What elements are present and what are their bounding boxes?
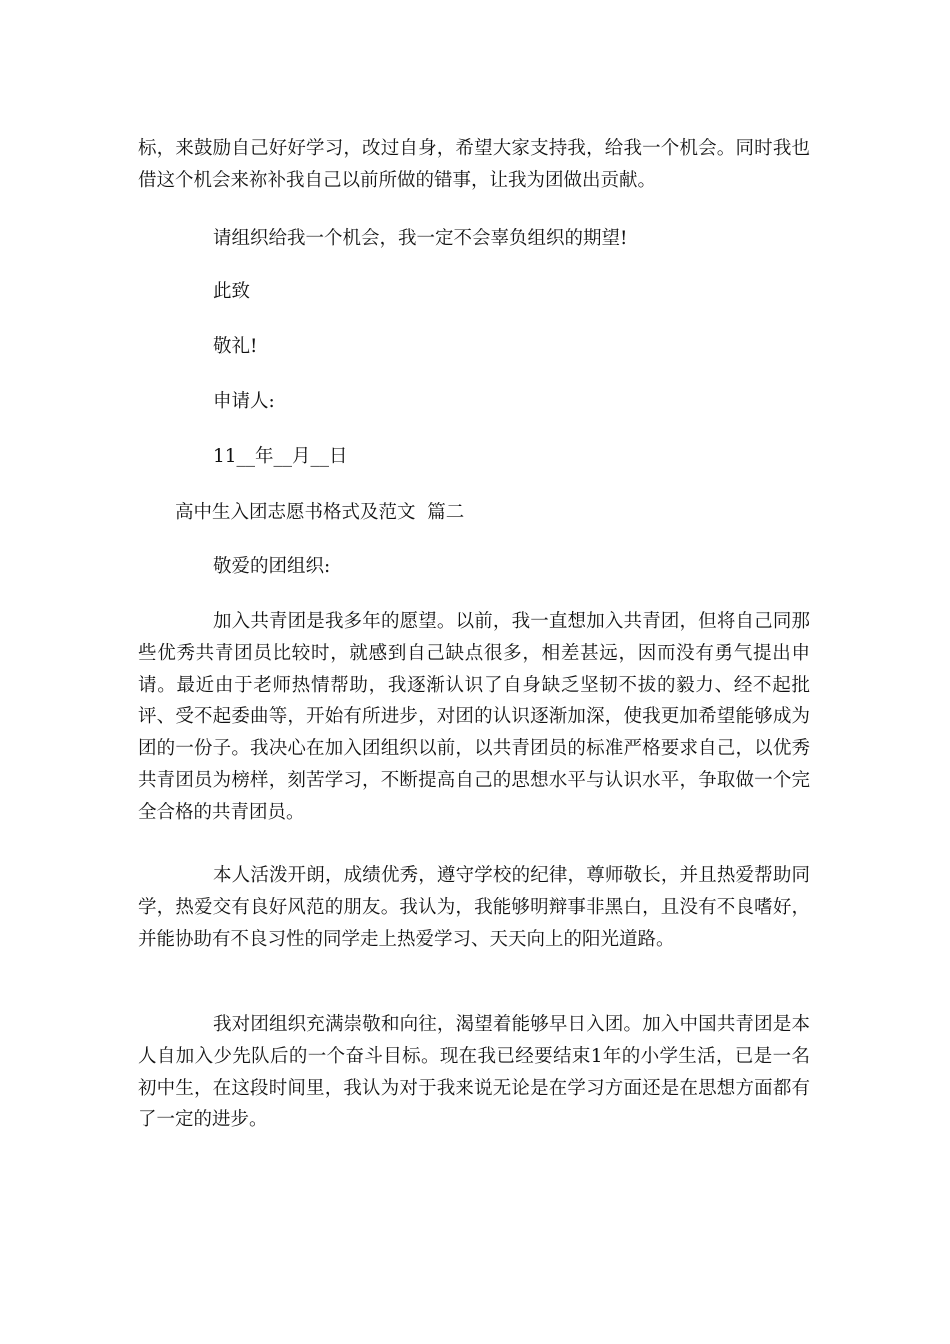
paragraph-continuation: 标，来鼓励自己好好学习，改过自身，希望大家支持我，给我一个机会。同时我也借这个机会来祢补我自己以前所做的错事，让我为团做出贡献。 [138,138,810,191]
closing-salutation: 此致 [213,281,251,302]
date-line: 11__年__月__日 [213,446,348,467]
paragraph-aspiration: 我对团组织充满崇敬和向往，渴望着能够早日入团。加入中国共青团是本人自加入少先队后的一个奋斗目标。现在我已经要结束1年的小学生活，已是一名初中生，在这段时间里，我认为对于我来说无论是在学习方面还是在思想方面都有了一定的进步。 [138,1014,810,1131]
paragraph-request: 请组织给我一个机会，我一定不会辜负组织的期望! [213,228,628,249]
paragraph-wish: 加入共青团是我多年的愿望。以前，我一直想加入共青团，但将自己同那些优秀共青团员比较时，就感到自己缺点很多，相差甚远，因而没有勇气提出申请。最近由于老师热情帮助，我逐渐认识了自身缺乏坚韧不拔的毅力、经不起批评、受不起委曲等，开始有所进步，对团的认识逐渐加深，使我更加希望能够成为团的一份子。我决心在加入团组织以前，以共青团员的标准严格要求自己，以优秀共青团员为榜样，刻苦学习，不断提高自己的思想水平与认识水平，争取做一个完全合格的共青团员。 [138,611,810,823]
greeting: 敬爱的团组织: [213,556,331,577]
applicant-label: 申请人: [213,391,275,412]
closing-respect: 敬礼! [213,336,258,357]
section-title: 高中生入团志愿书格式及范文 篇二 [175,502,465,523]
paragraph-self-description: 本人活泼开朗，成绩优秀，遵守学校的纪律，尊师敬长，并且热爱帮助同学，热爱交有良好风范的朋友。我认为，我能够明辩事非黑白，且没有不良嗜好，并能协助有不良习性的同学走上热爱学习、天天向上的阳光道路。 [138,865,810,950]
